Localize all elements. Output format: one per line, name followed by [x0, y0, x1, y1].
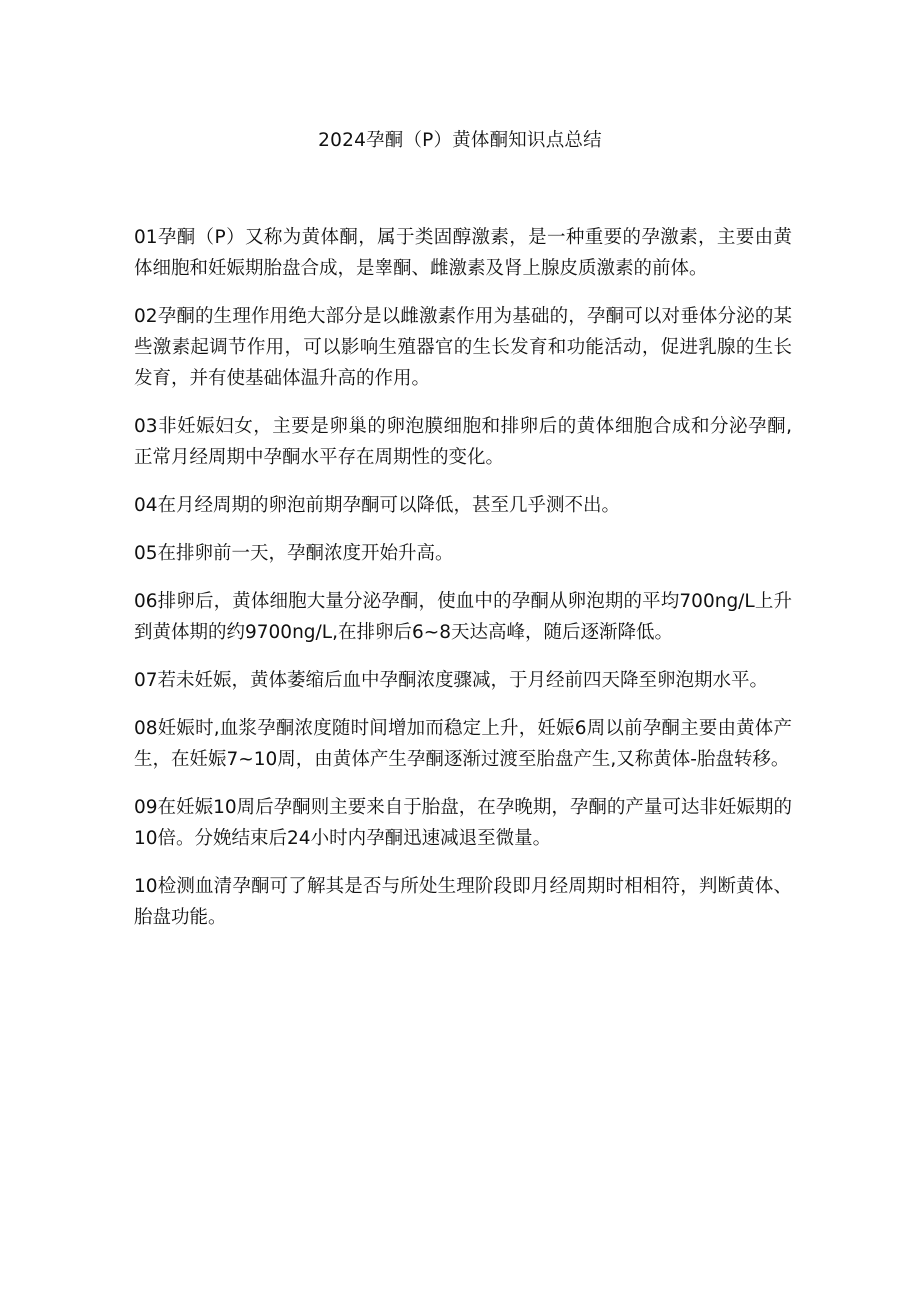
paragraph-06: 06排卵后，黄体细胞大量分泌孕酮，使血中的孕酮从卵泡期的平均700ng/L上升到黄体期的约9700ng/L,在排卵后6~8天达高峰，随后逐渐降低。: [134, 591, 792, 643]
paragraph-09: 09在妊娠10周后孕酮则主要来自于胎盘，在孕晚期，孕酮的产量可达非妊娠期的10倍。分娩结束后24小时内孕酮迅速减退至微量。: [134, 797, 792, 849]
paragraph-05: 05在排卵前一天，孕酮浓度开始升高。: [134, 543, 454, 564]
document-body: [134, 222, 792, 950]
paragraph-01: 01孕酮（P）又称为黄体酮，属于类固醇激素，是一种重要的孕激素，主要由黄体细胞和妊娠期胎盘合成，是睾酮、雌激素及肾上腺皮质激素的前体。: [134, 227, 792, 279]
paragraph-10: 10检测血清孕酮可了解其是否与所处生理阶段即月经周期时相相符，判断黄体、胎盘功能。: [134, 876, 792, 928]
paragraph-08: 08妊娠时,血浆孕酮浓度随时间增加而稳定上升，妊娠6周以前孕酮主要由黄体产生，在妊娠7~10周，由黄体产生孕酮逐渐过渡至胎盘产生,又称黄体-胎盘转移。: [134, 718, 792, 770]
paragraph-04: 04在月经周期的卵泡前期孕酮可以降低，甚至几乎测不出。: [134, 495, 621, 516]
document-title: 2024孕酮（P）黄体酮知识点总结: [318, 130, 602, 151]
paragraph-03: 03非妊娠妇女，主要是卵巢的卵泡膜细胞和排卵后的黄体细胞合成和分泌孕酮,正常月经周期中孕酮水平存在周期性的变化。: [134, 416, 792, 468]
paragraph-07: 07若未妊娠，黄体萎缩后血中孕酮浓度骤减，于月经前四天降至卵泡期水平。: [134, 670, 769, 691]
paragraph-02: 02孕酮的生理作用绝大部分是以雌激素作用为基础的，孕酮可以对垂体分泌的某些激素起调节作用，可以影响生殖器官的生长发育和功能活动，促进乳腺的生长发育，并有使基础体温升高的作用。: [134, 306, 792, 389]
